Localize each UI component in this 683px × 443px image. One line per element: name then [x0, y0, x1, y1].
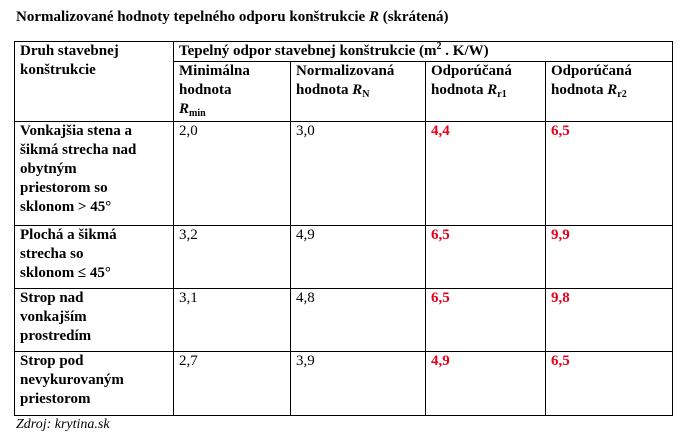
row-type: Vonkajšia stena a šikmá strecha nad obytným priestorom so sklonom > 45°	[15, 122, 174, 226]
row-type: Strop nad vonkajším prostredím	[15, 289, 174, 352]
cell-rr1: 4,9	[426, 352, 546, 416]
cell-rr1: 4,4	[426, 122, 546, 226]
cell-rmin: 3,1	[174, 289, 291, 352]
cell-rn: 4,8	[291, 289, 426, 352]
cell-rmin: 3,2	[174, 226, 291, 289]
table-row	[15, 352, 673, 416]
table-title: Normalizované hodnoty tepelného odporu konštrukcie R (skrátená)	[16, 9, 449, 25]
header-recommended-r2: Odporúčaná hodnota $R_{r2}$	[546, 62, 673, 122]
table-row	[15, 122, 673, 226]
table-row	[15, 226, 673, 289]
cell-rn: 4,9	[291, 226, 426, 289]
cell-rr2: 9,8	[546, 289, 673, 352]
header-min-value: Minimálna hodnota $R_{min}$	[174, 62, 291, 122]
cell-rr2: 6,5	[546, 122, 673, 226]
header-recommended-r1: Odporúčaná hodnota $R_{r1}$	[426, 62, 546, 122]
row-type: Plochá a šikmá strecha so sklonom ≤ 45°	[15, 226, 174, 289]
header-normalized-value: Normalizovaná hodnota $R_N$	[291, 62, 426, 122]
cell-rr1: 6,5	[426, 226, 546, 289]
thermal-resistance-table	[14, 41, 673, 416]
cell-rn: 3,9	[291, 352, 426, 416]
row-type: Strop pod nevykurovaným priestorom	[15, 352, 174, 416]
header-thermal-resistance: Tepelný odpor stavebnej konštrukcie ($m^2$ . K/W)	[174, 42, 673, 62]
cell-rr2: 6,5	[546, 352, 673, 416]
header-construction-type: Druh stavebnej konštrukcie	[15, 42, 174, 122]
table-row	[15, 289, 673, 352]
cell-rr1: 6,5	[426, 289, 546, 352]
cell-rmin: 2,7	[174, 352, 291, 416]
symbol-r: R	[368, 9, 379, 25]
cell-rr2: 9,9	[546, 226, 673, 289]
cell-rmin: 2,0	[174, 122, 291, 226]
source-caption: Zdroj: krytina.sk	[16, 417, 110, 432]
cell-rn: 3,0	[291, 122, 426, 226]
